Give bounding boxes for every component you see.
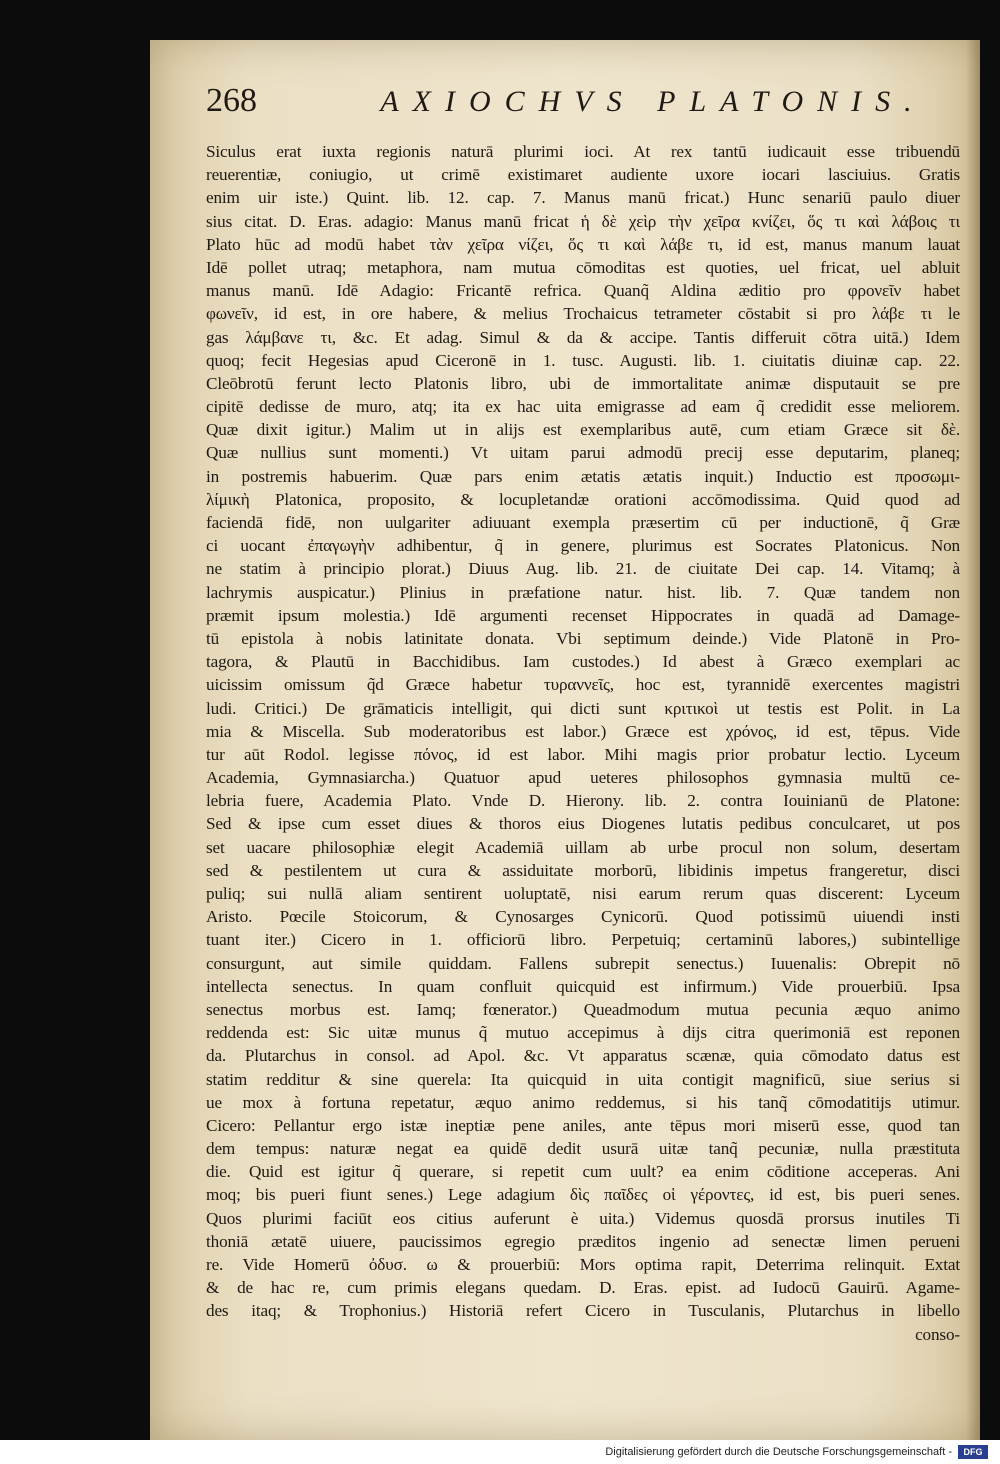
text-line: tur aūt Rodol. legisse πόνος, id est labor. Mihi magis prior probatur lectio. Lyceum [206, 744, 960, 764]
text-line: ne statim à principio plorat.) Diuus Aug. lib. 21. de ciuitate Dei cap. 14. Vitamq; à [206, 559, 960, 579]
text-line: thoniā ætatē uiuere, paucissimos egregio præditos ingenio ad senectæ limen perueni [206, 1231, 960, 1251]
text-line: statim redditur & sine querela: Ita quicquid in uita contigit magnificū, siue serius si [206, 1069, 960, 1089]
text-line: Siculus erat iuxta regionis naturā plurimi ioci. At rex tantū iudicauit esse tribuendū [206, 142, 960, 161]
running-head [206, 82, 960, 136]
text-line: intellecta senectus. In quam confluit quicquid est infirmum.) Vide prouerbiū. Ipsa [206, 976, 960, 996]
text-line: des itaq; & Trophonius.) Historiā refert Cicero in Tusculanis, Plutarchus in libello [206, 1301, 960, 1321]
text-line: set uacare philosophiæ elegit Academiā uillam ab urbe procul non solum, desertam [206, 837, 960, 857]
text-line: Quæ dixit igitur.) Malim ut in alijs est exemplaribus autē, cum etiam Græce sit δὲ. [206, 420, 960, 440]
text-line: sius citat. D. Eras. adagio: Manus manū fricat ἡ δὲ χεὶρ τὴν χεῖρα κνίζει, ὅς τι καὶ λάβοις τι [206, 211, 960, 231]
text-line: Aristo. Pœcile Stoicorum, & Cynosarges Cynicorū. Quod potissimū uiuendi insti [206, 907, 960, 927]
text-line: mia & Miscella. Sub moderatoribus est labor.) Græce est χρόνος, id est, tēpus. Vide [206, 721, 960, 741]
page-edge-shadow [966, 40, 980, 1440]
text-line: ci uocant ἐπαγωγὴν adhibentur, q̃ in genere, plurimus est Socrates Platonicus. Non [206, 536, 960, 556]
text-line: φωνεῖν, id est, in ore habere, & melius Trochaicus tetrameter cōstabit si pro λάβε τι le [206, 304, 960, 324]
text-line: faciendā fidē, non uulgariter adiuuant exempla præsertim cū per inductionē, q̃ Græ [206, 513, 960, 532]
text-line: tagora, & Plautū in Bacchidibus. Iam custodes.) Id abest à Græco exemplari ac [206, 652, 960, 672]
text-line: ludi. Critici.) De grāmaticis intelligit, qui dicti sunt κριτικοὶ ut testis est Polit. in La [206, 698, 960, 718]
text-line: tū epistola à nobis latinitate donata. Vbi septimum deinde.) Vide Platonē in Pro- [206, 628, 960, 648]
text-line: cipitē dedisse de muro, atq; ita ex hac uita emigrasse ad eam q̃ credidit esse meliorem. [206, 397, 960, 417]
text-line: consurgunt, aut simile quiddam. Fallens subrepit senectus.) Iuuenalis: Obrepit nō [206, 953, 960, 973]
footer-credit: Digitalisierung gefördert durch die Deutsche Forschungsgemeinschaft - [605, 1446, 952, 1458]
text-line: ue mox à fortuna repetatur, æquo animo reddemus, si his tanq̃ cōmodatitijs utimur. [206, 1092, 960, 1112]
text-line: quoq; fecit Hegesias apud Ciceronē in 1. tusc. Augusti. lib. 1. ciuitatis diuinæ cap. 22. [206, 350, 960, 370]
text-block [206, 82, 960, 1346]
text-line: in postremis habuerim. Quæ pars enim ætatis ætatis inquit.) Inductio est προσωμι- [206, 466, 960, 486]
text-line: Idē pollet utraq; metaphora, nam mutua cōmoditas est quoties, uel fricat, uel abluit [206, 257, 960, 277]
text-line: Cicero: Pellantur ergo istæ ineptiæ pene aniles, ante tēpus mori miserū esse, quod tan [206, 1115, 960, 1135]
text-line: puliq; sui nullā aliam sentirent uoluptatē, nisi earum rerum quas discerent: Lyceum [206, 884, 960, 903]
text-line: gas λάμβανε τι, &c. Et adag. Simul & da & accipe. Tantis differuit cōtra uitā.) Idem [206, 327, 960, 347]
text-line: tuant iter.) Cicero in 1. officiorū libro. Perpetuiq; certaminū labores,) subintellige [206, 930, 960, 950]
text-line: moq; bis pueri fiunt senes.) Lege adagium δὶς παῖδες οἱ γέροντες, id est, bis pueri senes. [206, 1185, 960, 1205]
text-line: præmit ipsum molestia.) Idē argumenti recenset Hippocrates in quadā ad Damage- [206, 605, 960, 625]
text-line: reddenda est: Sic uitæ munus q̃ mutuo accepimus à dijs citra querimoniā est reponen [206, 1023, 960, 1043]
catchword: conso- [915, 1324, 960, 1344]
running-title: AXIOCHVS PLATONIS. [380, 85, 926, 118]
text-line: & de hac re, cum primis elegans quedam. D. Eras. epist. ad Iudocū Gauirū. Agame- [206, 1278, 960, 1298]
text-line: lachrymis auspicatur.) Plinius in præfatione natur. hist. lib. 7. Quæ tandem non [206, 582, 960, 602]
text-line: re. Vide Homerū ὀδυσ. ω & prouerbiū: Mors optima rapit, Deterrima relinquit. Extat [206, 1255, 960, 1274]
text-line: λίμικὴ Platonica, proposito, & locupletandæ orationi accōmodissima. Quid quod ad [206, 489, 960, 509]
text-line: uicissim omissum q̃d Græce habetur τυραννεῖς, hoc est, tyrannidē exercentes magistri [206, 675, 960, 695]
text-line: dem tempus: naturæ negat ea quidē dedit usurā uitæ tanq̃ pecuniæ, nulla præstituta [206, 1139, 960, 1159]
text-line: da. Plutarchus in consol. ad Apol. &c. Vt apparatus scænæ, quia cōmodato datus est [206, 1046, 960, 1066]
text-line: Quæ nullius sunt momenti.) Vt uitam parui admodū precij esse deputarim, planeq; [206, 443, 960, 463]
text-line: Quos plurimi faciūt eos citius auferunt è uita.) Videmus quosdā prorsus inutiles Ti [206, 1208, 960, 1228]
text-line: Sed & ipse cum esset diues & thoros eius Diogenes lutatis pedibus conculcaret, ut pos [206, 814, 960, 834]
text-line: senectus morbus est. Iamq; fœnerator.) Queadmodum mutua pecunia æquo animo [206, 999, 960, 1019]
page-number: 268 [206, 82, 257, 119]
digitization-footer [0, 1440, 1000, 1464]
text-line: Academia, Gymnasiarcha.) Quatuor apud ueteres philosophos gymnasia multū ce- [206, 768, 960, 788]
text-line: sed & pestilentem ut cura & assiduitate morborū, libidinis impetus frangeretur, disci [206, 860, 960, 880]
text-line: enim uir iste.) Quint. lib. 12. cap. 7. Manus manū fricat.) Hunc senariū paulo diuer [206, 188, 960, 208]
text-line: Plato hūc ad modū habet τὰν χεῖρα νίζει, ὅς τι καὶ λάβε τι, id est, manus manum lauat [206, 234, 960, 254]
book-page [150, 40, 980, 1440]
body-text [206, 140, 960, 1346]
text-line: die. Quid est igitur q̃ querare, si repetit cum uult? ea enim cōditione acceperas. Ani [206, 1162, 960, 1182]
dfg-logo-icon: DFG [958, 1445, 988, 1459]
text-line: reuerentiæ, coniugio, ut crimē existimaret audiente uxore iocari lasciuius. Gratis [206, 165, 960, 185]
text-line: manus manū. Idē Adagio: Fricantē refrica. Quanq̃ Aldina æditio pro φρονεῖν habet [206, 281, 960, 301]
text-line: lebria fuere, Academia Plato. Vnde D. Hierony. lib. 2. contra Iouinianū de Platone: [206, 791, 960, 811]
text-line: Cleōbrotū ferunt lecto Platonis libro, ubi de immortalitate animæ disputauit se pre [206, 373, 960, 393]
